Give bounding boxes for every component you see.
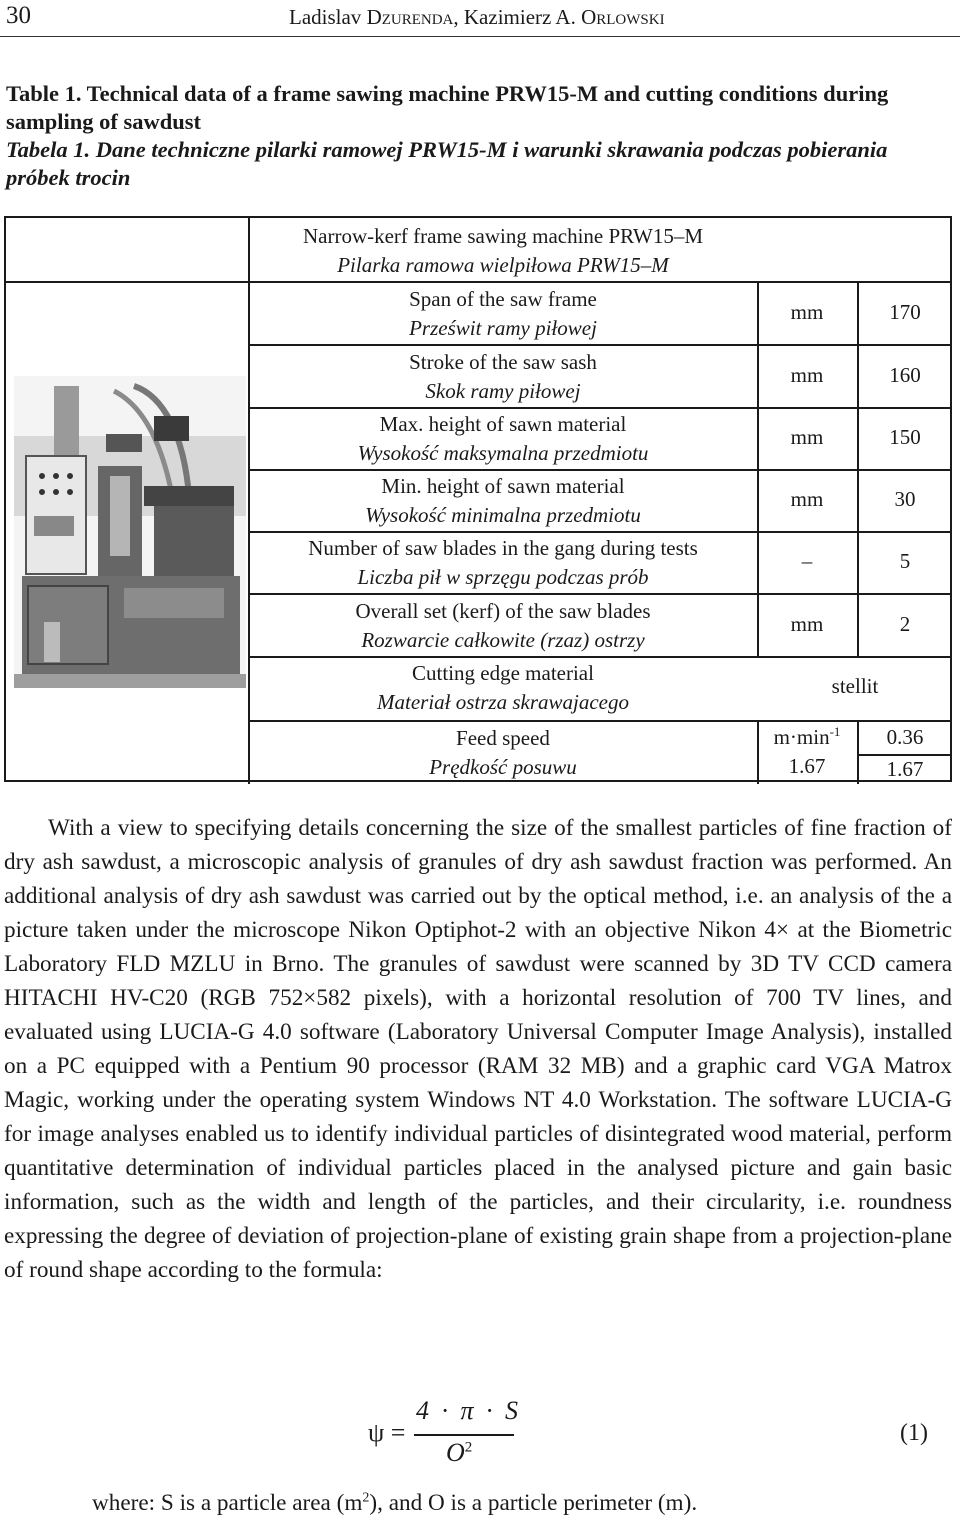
author-line	[289, 5, 665, 30]
table-row-label	[250, 285, 756, 343]
row-label-en: Number of saw blades in the gang during tests	[308, 536, 698, 560]
column-divider	[857, 281, 859, 656]
feed-unit-exponent: -1	[829, 724, 841, 739]
row-divider	[250, 407, 950, 409]
row-unit: mm	[790, 300, 824, 324]
machine-title	[250, 222, 756, 280]
row-label-en: Min. height of sawn material	[381, 474, 625, 498]
author2-last: Orlowski	[581, 5, 665, 29]
row-value: 2	[899, 612, 911, 636]
row-divider	[250, 720, 950, 722]
row-label-pl: Wysokość minimalna przedmiotu	[365, 503, 641, 527]
row-label-en: Max. height of sawn material	[379, 412, 627, 436]
author1-first: Ladislav	[289, 5, 367, 29]
author1-last: Dzurenda	[366, 5, 454, 29]
row-label-pl: Prędkość posuwu	[429, 755, 577, 779]
row-unit: –	[801, 549, 813, 573]
row-label-en: Feed speed	[456, 726, 550, 750]
table-row-label	[250, 597, 756, 655]
technical-data-table	[4, 216, 952, 782]
row-divider	[250, 344, 950, 346]
formula-lhs: ψ =	[368, 1418, 406, 1447]
formula-legend	[92, 1490, 697, 1517]
running-header	[0, 0, 960, 37]
row-unit: mm	[790, 487, 824, 511]
row-divider	[250, 531, 950, 533]
row-unit: mm	[790, 612, 824, 636]
where-before: where: S is a particle area (m	[92, 1490, 363, 1516]
row-unit: mm	[790, 363, 824, 387]
row-value: 160	[889, 363, 921, 387]
machine-title-en: Narrow-kerf frame sawing machine PRW15–M	[302, 224, 704, 248]
table-row-label	[250, 472, 756, 530]
feed-value-2: 1.67	[886, 757, 924, 781]
row-label-pl: Prześwit ramy piłowej	[409, 316, 597, 340]
table-caption	[6, 80, 954, 192]
denominator-symbol: O	[446, 1438, 465, 1467]
formula-denominator	[446, 1438, 472, 1468]
row-label-pl: Rozwarcie całkowite (rzaz) ostrzy	[361, 628, 645, 652]
row-label-en: Span of the saw frame	[409, 287, 597, 311]
column-divider	[757, 281, 759, 656]
row-label-pl: Liczba pił w sprzęgu podczas prób	[357, 565, 649, 589]
author2-first: Kazimierz A.	[463, 5, 582, 29]
row-divider	[250, 469, 950, 471]
machine-photo	[14, 376, 246, 688]
row-label-pl: Materiał ostrza skrawajacego	[377, 690, 629, 714]
caption-pl: Tabela 1. Dane techniczne pilarki ramowej PRW15-M i warunki skrawania podczas pobierania próbek trocin	[6, 137, 888, 190]
body-text	[4, 811, 952, 1287]
row-label-en: Overall set (kerf) of the saw blades	[355, 599, 651, 623]
feed-value-divider	[857, 754, 950, 756]
where-exponent: 2	[362, 1490, 370, 1506]
row-value: 30	[894, 487, 916, 511]
feed-unit-base: m·min	[773, 725, 830, 749]
feed-value-1: 0.36	[886, 725, 924, 749]
row-divider	[250, 656, 950, 658]
cutting-edge-value: stellit	[831, 674, 879, 698]
table-row-label	[250, 534, 756, 592]
table-row-label	[250, 348, 756, 406]
fraction-bar	[414, 1434, 514, 1436]
table-row-label	[250, 410, 756, 468]
feed-unit	[757, 725, 857, 750]
row-label-pl: Skok ramy piłowej	[425, 379, 581, 403]
row-divider	[250, 593, 950, 595]
where-after: ), and O is a particle perimeter (m).	[369, 1490, 698, 1516]
machine-title-pl: Pilarka ramowa wielpiłowa PRW15–M	[337, 253, 669, 277]
row-value: 150	[889, 425, 921, 449]
formula-circularity	[0, 1396, 960, 1476]
page-number: 30	[6, 2, 31, 29]
feed-unit-second: 1.67	[788, 754, 826, 778]
row-value: 5	[899, 549, 911, 573]
row-label-en: Cutting edge material	[412, 661, 594, 685]
table-row-label	[250, 724, 756, 782]
row-divider	[6, 281, 950, 283]
row-unit: mm	[790, 425, 824, 449]
denominator-exponent: 2	[464, 1439, 473, 1456]
paragraph: With a view to specifying details concerning the size of the smallest particles of fine fraction of dry ash sawdust, a microscopic analysis of granules of dry ash sawdust fraction was performed. An additional analysis of dry ash sawdust was carried out by the optical method, i.e. an analysis of the a picture taken under the microscope Nikon Optiphot-2 with an objective Nikon 4× at the Biometric Laboratory FLD MZLU in Brno. The granules of sawdust were scanned by 3D TV CCD camera HITACHI HV-C20 (RGB 752×582 pixels), with a horizontal resolution of 700 TV lines, and evaluated using LUCIA-G 4.0 software (Laboratory Universal Computer Image Analysis), installed on a PC equipped with a Pentium 90 processor (RAM 32 MB) and a graphic card VGA Matrox Magic, working under the operating system Windows NT 4.0 Workstation. The software LUCIA-G for image analyses enabled us to identify individual particles of disintegrated wood material, perform quantitative determination of individual particles placed in the analysed picture and gain basic information, such as the width and length of the particles, and their circularity, i.e. roundness expressing the degree of deviation of projection-plane of existing grain shape from a projection-plane of round shape according to the formula:	[4, 815, 952, 1283]
table-row-label	[250, 659, 756, 717]
formula-numerator: 4 · π · S	[416, 1396, 519, 1425]
author-separator: ,	[453, 5, 464, 29]
row-label-en: Stroke of the saw sash	[409, 350, 597, 374]
caption-en: Table 1. Technical data of a frame sawing machine PRW15-M and cutting conditions during sampling of sawdust	[6, 81, 889, 134]
row-label-pl: Wysokość maksymalna przedmiotu	[357, 441, 649, 465]
equation-number: (1)	[900, 1420, 928, 1446]
row-value: 170	[889, 300, 921, 324]
